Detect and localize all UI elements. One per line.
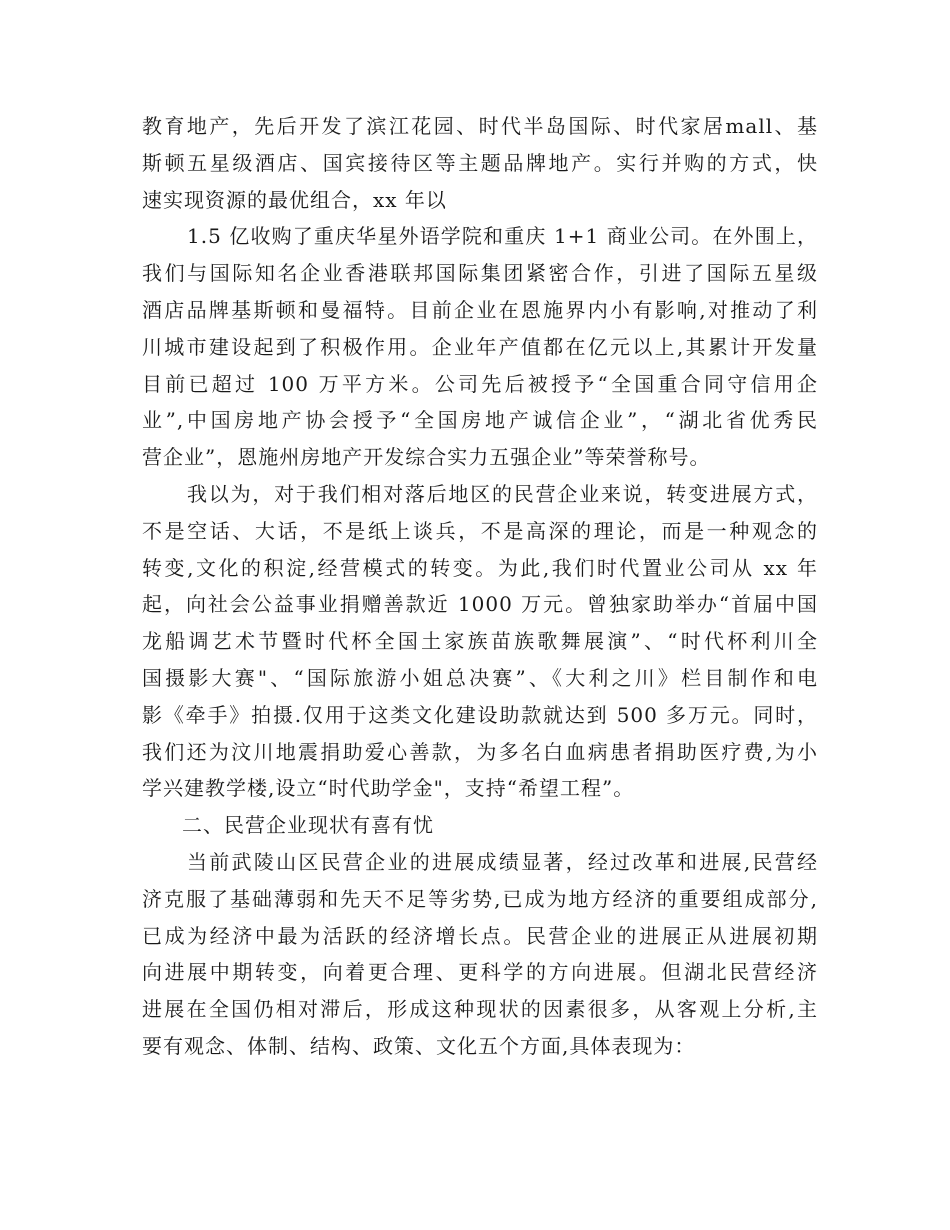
text-line: 营企业”，恩施州房地产开发综合实力五强企业”等荣誉称号。 <box>142 445 711 470</box>
text-line: 斯顿五星级酒店、国宾接待区等主题品牌地产。实行并购的方式，快 <box>142 150 818 175</box>
text-line: 进展在全国仍相对滞后，形成这种现状的因素很多，从客观上分析,主 <box>142 997 818 1022</box>
paragraph-start-line: 当前武陵山区民营企业的进展成绩显著，经过改革和进展,民营经 <box>187 849 818 874</box>
text-line: 向进展中期转变，向着更合理、更科学的方向进展。但湖北民营经济 <box>142 960 818 985</box>
paragraph-start-line: 1.5 亿收购了重庆华星外语学院和重庆 1+1 商业公司。在外围上， <box>187 224 818 249</box>
text-line: 要有观念、体制、结构、政策、文化五个方面,具体表现为： <box>142 1033 696 1058</box>
text-line: 我们与国际知名企业香港联邦国际集团紧密合作，引进了国际五星级 <box>142 261 818 286</box>
text-line: 教育地产，先后开发了滨江花园、时代半岛国际、时代家居mall、基 <box>142 114 818 138</box>
text-line: 影《牵手》拍摄.仅用于这类文化建设助款就达到 500 多万元。同时， <box>142 702 818 727</box>
text-line: 已成为经济中最为活跃的经济增长点。民营企业的进展正从进展初期 <box>142 923 818 948</box>
section-heading: 二、民营企业现状有喜有忧 <box>182 813 434 838</box>
text-line: 川城市建设起到了积极作用。企业年产值都在亿元以上,其累计开发量 <box>142 334 818 359</box>
text-line: 起，向社会公益事业捐赠善款近 1000 万元。曾独家助举办“首届中国 <box>142 592 818 617</box>
text-line: 学兴建教学楼,设立“时代助学金"，支持“希望工程”。 <box>142 776 635 801</box>
paragraph-start-line: 我以为，对于我们相对落后地区的民营企业来说，转变进展方式， <box>187 481 818 506</box>
text-line: 龙船调艺术节暨时代杯全国土家族苗族歌舞展演”、“时代杯利川全 <box>142 629 818 654</box>
text-line: 速实现资源的最优组合，xx 年以 <box>142 187 447 212</box>
text-line: 转变,文化的积淀,经营模式的转变。为此,我们时代置业公司从 xx 年 <box>142 555 818 580</box>
text-line: 我们还为汶川地震捐助爱心善款，为多名白血病患者捐助医疗费,为小 <box>142 739 818 764</box>
text-line: 不是空话、大话，不是纸上谈兵，不是高深的理论，而是一种观念的 <box>142 518 818 543</box>
text-line: 国摄影大赛"、“国际旅游小姐总决赛”、《大利之川》栏目制作和电 <box>142 665 818 690</box>
text-line: 业”,中国房地产协会授予“全国房地产诚信企业”，“湖北省优秀民 <box>142 408 818 433</box>
text-line: 酒店品牌基斯顿和曼福特。目前企业在恩施界内小有影响,对推动了利 <box>142 297 818 322</box>
document-body <box>142 108 818 1065</box>
text-line: 济克服了基础薄弱和先天不足等劣势,已成为地方经济的重要组成部分, <box>142 886 818 911</box>
text-line: 目前已超过 100 万平方米。公司先后被授予“全国重合同守信用企 <box>142 371 818 396</box>
